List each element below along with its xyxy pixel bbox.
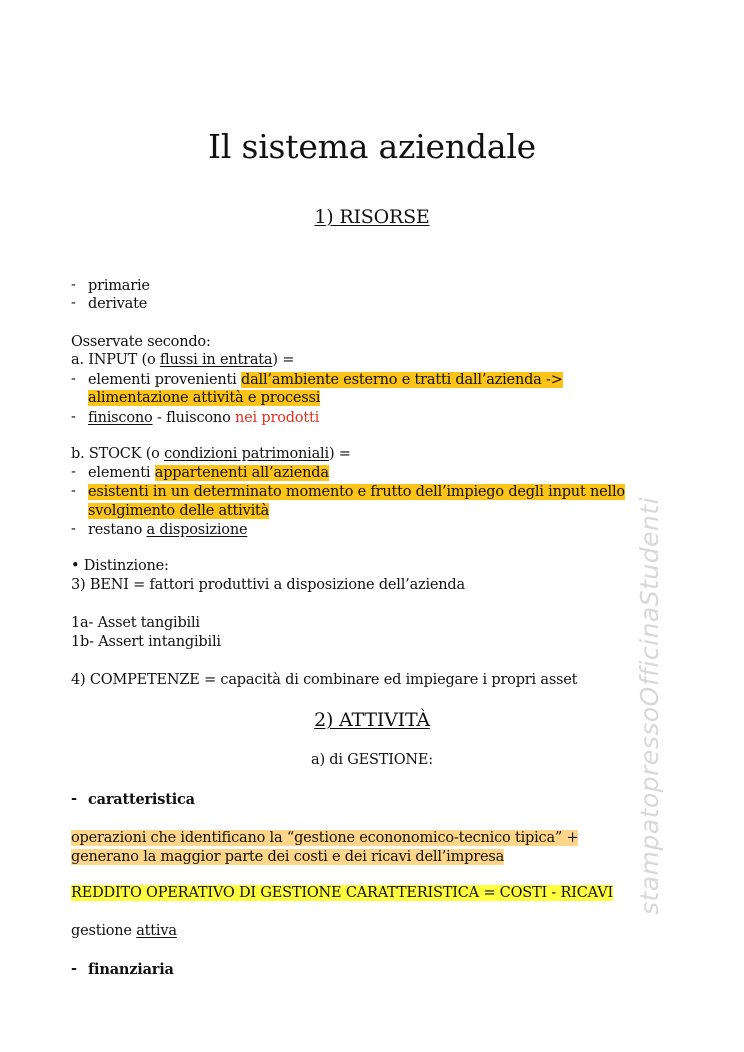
caratteristica-heading: caratteristica — [88, 791, 195, 808]
list-item: elementi appartenenti all’azienda — [88, 465, 329, 481]
finanziaria-heading: finanziaria — [88, 961, 174, 978]
gestione-subheading: a) di GESTIONE: — [311, 752, 433, 768]
dash-bullet: - — [71, 409, 76, 425]
dash-bullet: - — [71, 464, 76, 480]
list-item — [88, 483, 625, 502]
paragraph-line — [71, 848, 504, 867]
dash-bullet: - — [71, 960, 78, 977]
dash-bullet: - — [71, 277, 76, 293]
distinction-label: • Distinzione: — [71, 558, 169, 574]
section-heading-attivita: 2) ATTIVITÀ — [314, 709, 430, 731]
highlight: esistenti in un determinato momento e frutto dell’impiego degli input nello — [88, 484, 625, 500]
beni-item: 3) BENI = fattori produttivi a disposizione dell’azienda — [71, 577, 465, 593]
highlight: REDDITO OPERATIVO DI GESTIONE CARATTERISTICA = COSTI - RICAVI — [71, 885, 614, 901]
gestione-attiva: gestione attiva — [71, 923, 177, 939]
asset-item: 1a- Asset tangibili — [71, 615, 200, 631]
section-heading-risorse: 1) RISORSE — [314, 206, 430, 228]
paragraph-line — [71, 829, 578, 848]
dash-bullet: - — [71, 371, 76, 387]
stock-heading: b. STOCK (o condizioni patrimoniali) = — [71, 446, 351, 462]
page-title: Il sistema aziendale — [207, 127, 537, 166]
observed-label: Osservate secondo: — [71, 334, 211, 350]
dash-bullet: - — [71, 521, 76, 537]
input-heading: a. INPUT (o flussi in entrata) = — [71, 352, 295, 368]
competenze-item: 4) COMPETENZE = capacità di combinare ed impiegare i propri asset — [71, 672, 578, 688]
highlight: operazioni che identificano la “gestione econonomico-tecnico tipica” + — [71, 830, 579, 846]
highlight: generano la maggior parte dei costi e dei ricavi dell’impresa — [71, 849, 505, 865]
list-item: elementi provenienti dall’ambiente esterno e tratti dall’azienda -> — [88, 372, 563, 388]
list-item: derivate — [88, 296, 148, 312]
highlight: svolgimento delle attività — [88, 503, 270, 519]
list-item — [88, 502, 269, 521]
asset-item: 1b- Assert intangibili — [71, 634, 221, 650]
dash-bullet: - — [71, 483, 76, 499]
highlight: dall’ambiente esterno e tratti dall’azienda -> — [241, 372, 563, 388]
list-item — [88, 389, 320, 408]
list-item: finiscono - fluiscono nei prodotti — [88, 410, 320, 426]
list-item: primarie — [88, 278, 150, 294]
list-item: restano a disposizione — [88, 522, 248, 538]
highlight: alimentazione attività e processi — [88, 390, 321, 406]
reddito-formula — [71, 884, 613, 903]
dash-bullet: - — [71, 295, 76, 311]
watermark: stampatopressoOfficinaStudenti — [635, 496, 664, 915]
dash-bullet: - — [71, 790, 78, 807]
highlight: appartenenti all’azienda — [154, 465, 329, 481]
